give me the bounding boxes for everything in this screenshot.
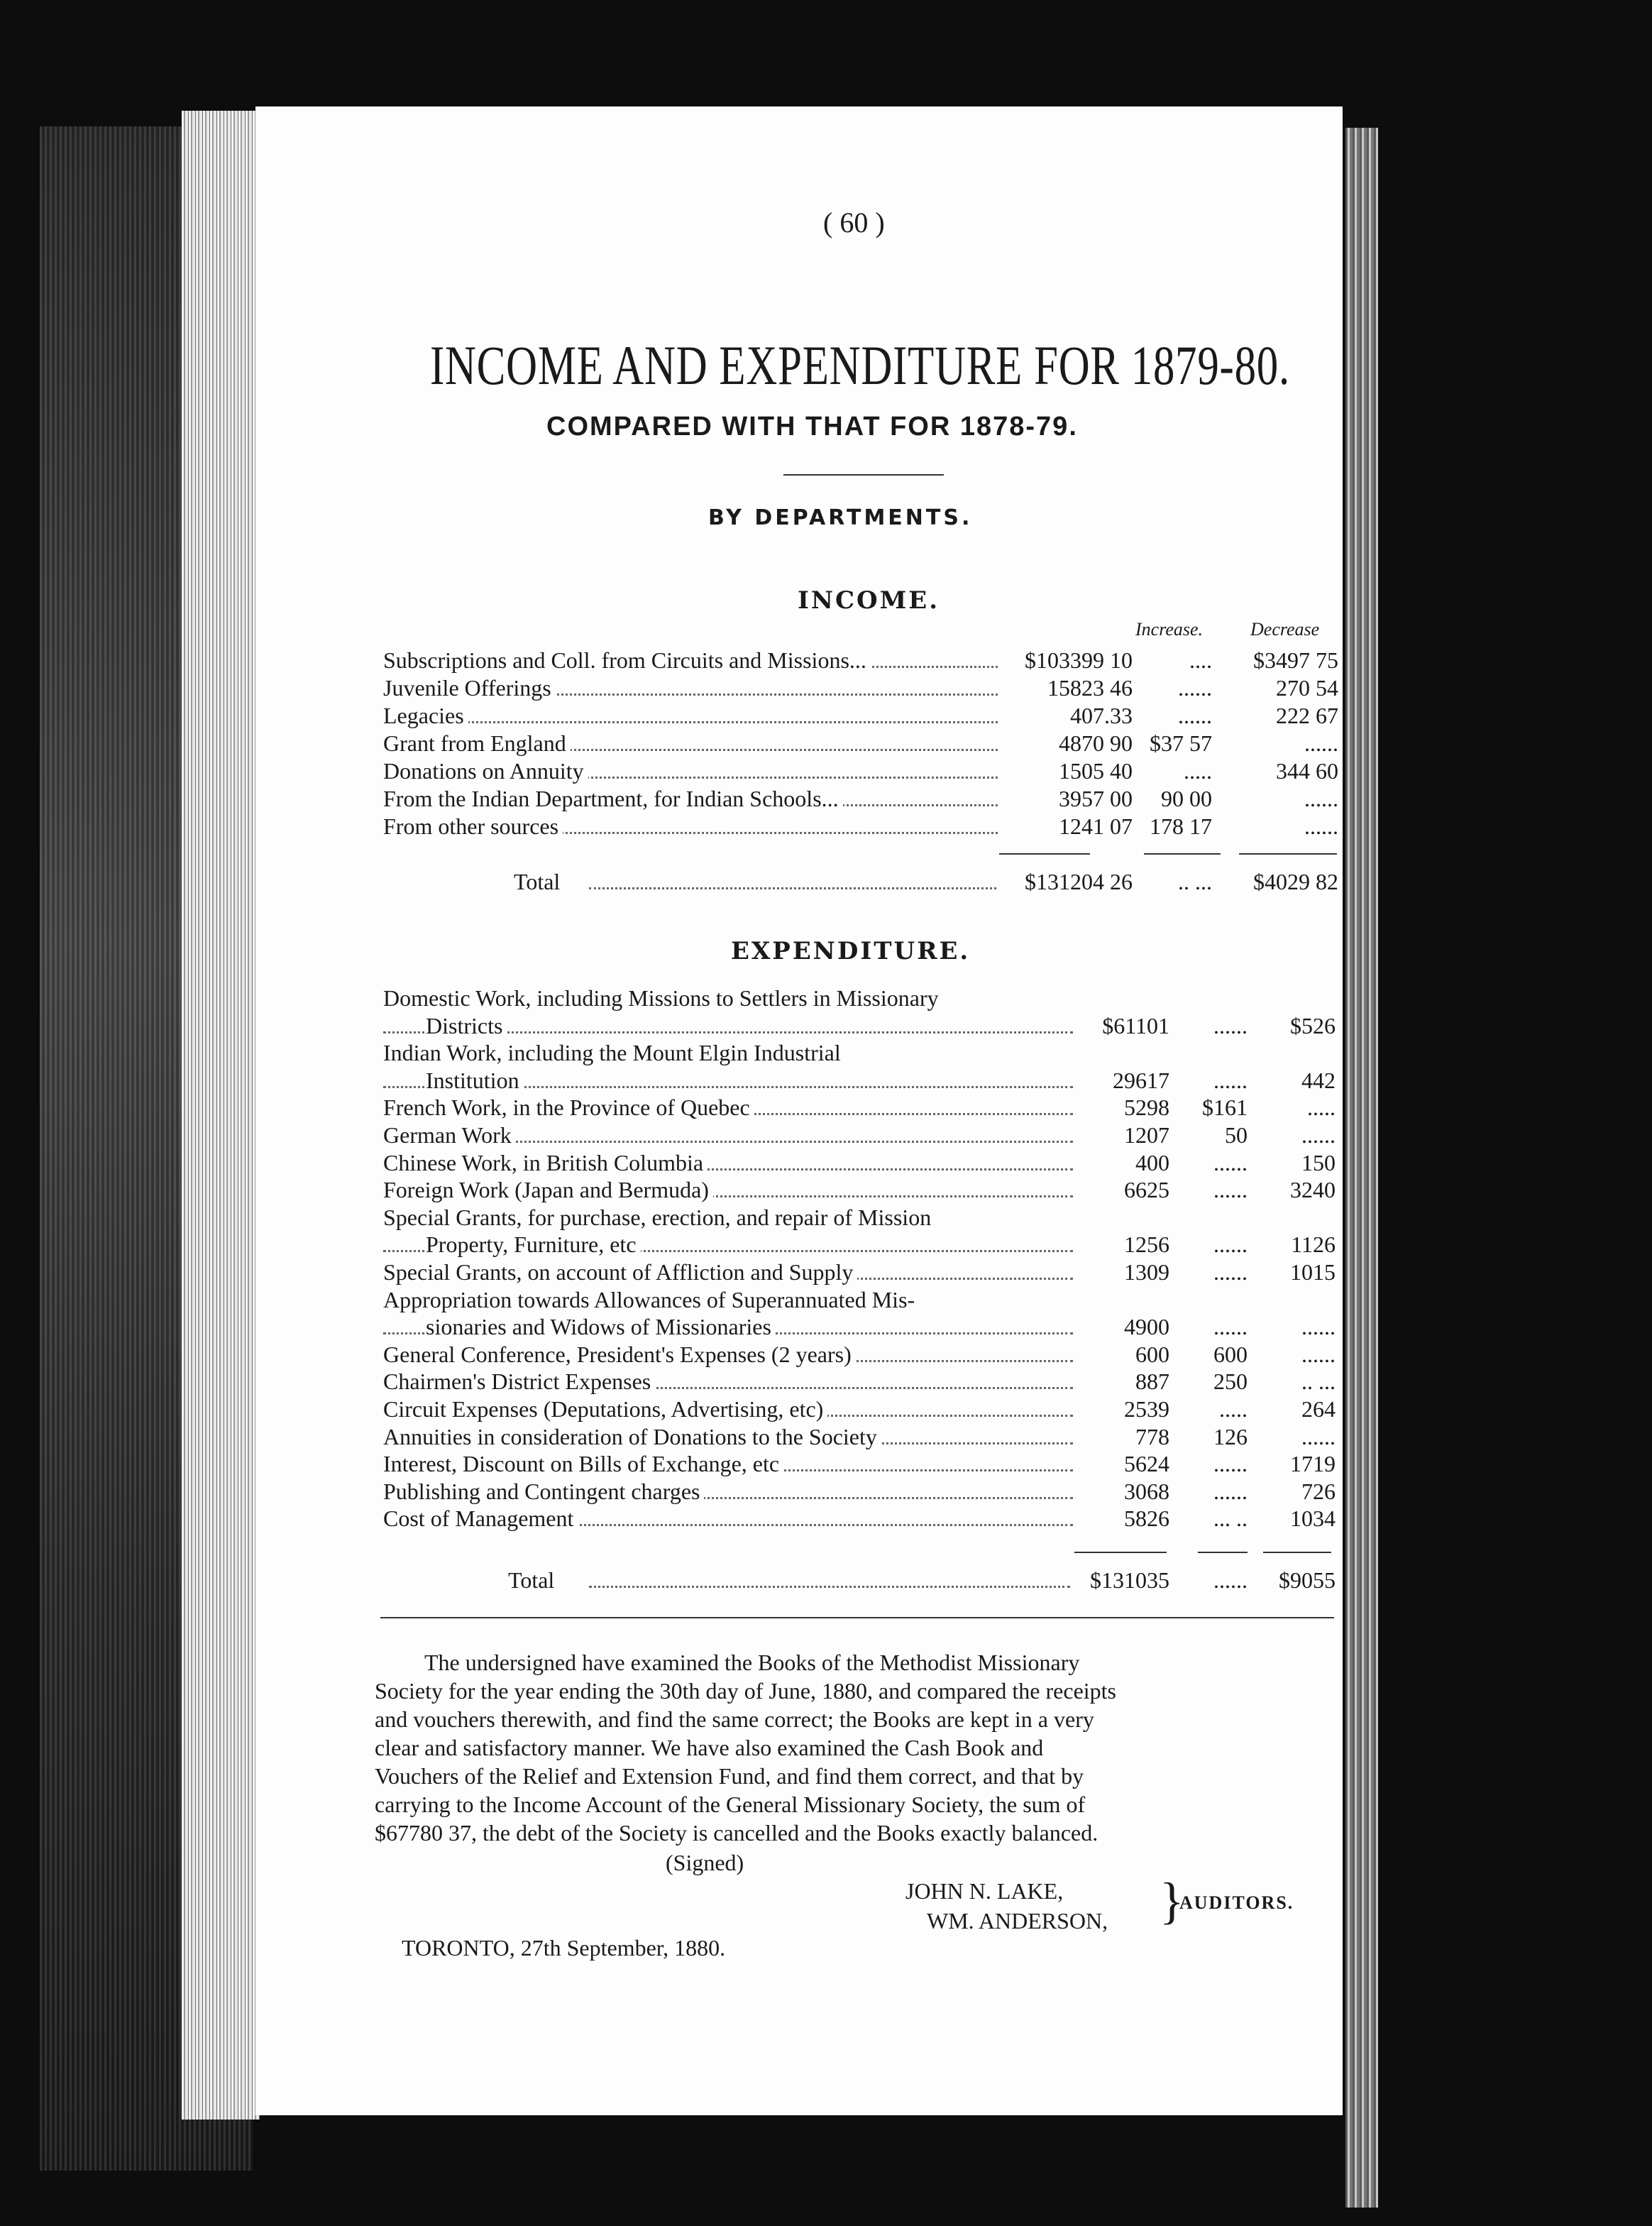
exp-total-rule-amount	[1074, 1552, 1167, 1553]
row-amount: $103399 10	[1025, 647, 1133, 673]
row-decrease: ......	[1301, 1341, 1336, 1367]
income-heading: INCOME.	[798, 586, 940, 615]
brace-icon: }	[1160, 1873, 1184, 1929]
row-amount: 1309	[1124, 1259, 1169, 1285]
row-label: Grant from England	[383, 729, 571, 757]
row-increase: ......	[1213, 1451, 1248, 1477]
row-label: Cost of Management	[383, 1504, 578, 1533]
row-label: Domestic Work, including Missions to Settlers in Missionary	[383, 985, 939, 1011]
dot-leader	[589, 1566, 1070, 1588]
section-divider	[380, 1617, 1334, 1618]
total-label: Total	[508, 1567, 555, 1593]
row-decrease: ......	[1304, 730, 1338, 756]
auditor-name-1: JOHN N. LAKE,	[905, 1878, 1064, 1904]
row-label: General Conference, President's Expenses (2 years)	[383, 1340, 856, 1369]
row-decrease: 3240	[1290, 1177, 1336, 1203]
expenditure-heading: EXPENDITURE.	[731, 937, 971, 965]
row-decrease: ......	[1301, 1423, 1336, 1449]
row-label: sionaries and Widows of Missionaries	[426, 1312, 776, 1341]
place-and-date: TORONTO, 27th September, 1880.	[402, 1935, 726, 1961]
row-increase: ....	[1189, 647, 1212, 673]
auditors-label: AUDITORS.	[1179, 1892, 1294, 1913]
row-label: Special Grants, for purchase, erection, and repair of Mission	[383, 1204, 932, 1230]
row-increase: 90 00	[1161, 786, 1212, 811]
row-decrease: 344 60	[1276, 758, 1338, 784]
row-increase: 50	[1225, 1122, 1248, 1148]
row-decrease: 1034	[1290, 1506, 1336, 1532]
row-decrease: .....	[1307, 1095, 1336, 1121]
row-amount: 1207	[1124, 1122, 1169, 1148]
total-amount: $131035	[1090, 1567, 1169, 1593]
row-label: Chinese Work, in British Columbia	[383, 1148, 707, 1177]
certificate-line: and vouchers therewith, and find the same correct; the Books are kept in a very	[375, 1706, 1094, 1732]
row-amount: 6625	[1124, 1177, 1169, 1203]
certificate-line: clear and satisfactory manner. We have also examined the Cash Book and	[375, 1735, 1044, 1760]
row-amount: 3068	[1124, 1478, 1169, 1504]
row-decrease: 1719	[1290, 1451, 1336, 1477]
col-decrease-header: Decrease	[1250, 619, 1320, 640]
row-decrease: ......	[1304, 813, 1338, 839]
row-label: Interest, Discount on Bills of Exchange, etc	[383, 1449, 783, 1478]
certificate-line: Vouchers of the Relief and Extension Fund, and find them correct, and that by	[375, 1763, 1084, 1789]
row-amount: 5826	[1124, 1506, 1169, 1532]
row-amount: 778	[1135, 1423, 1169, 1449]
row-increase: $37 57	[1150, 730, 1212, 756]
row-decrease: 1015	[1290, 1259, 1336, 1285]
row-label: Property, Furniture, etc	[426, 1230, 641, 1259]
row-increase: 126	[1213, 1423, 1248, 1449]
row-label: French Work, in the Province of Quebec	[383, 1093, 754, 1122]
row-decrease: $3497 75	[1253, 647, 1338, 673]
row-label: From the Indian Department, for Indian Schools...	[383, 784, 843, 813]
row-label: Juvenile Offerings	[383, 674, 556, 702]
row-increase: ......	[1213, 1478, 1248, 1504]
income-total-rule-increase	[1144, 853, 1221, 855]
row-label: Publishing and Contingent charges	[383, 1477, 704, 1506]
row-amount: 2539	[1124, 1396, 1169, 1422]
row-amount: 4870 90	[1059, 730, 1133, 756]
row-label: Circuit Expenses (Deputations, Advertising, etc)	[383, 1395, 827, 1423]
row-amount: 1256	[1124, 1232, 1169, 1258]
row-increase: $161	[1202, 1095, 1248, 1121]
row-amount: 407.33	[1070, 703, 1133, 728]
row-increase: ... ..	[1213, 1506, 1248, 1532]
row-increase: ......	[1213, 1177, 1248, 1203]
row-increase: 250	[1213, 1369, 1248, 1395]
row-amount: 400	[1135, 1149, 1169, 1175]
row-decrease: 264	[1301, 1396, 1336, 1422]
section-label-departments: BY DEPARTMENTS.	[708, 505, 973, 530]
row-label: From other sources	[383, 812, 563, 840]
total-amount: $131204 26	[1025, 869, 1133, 894]
col-increase-header: Increase.	[1135, 619, 1204, 640]
row-amount: 3957 00	[1059, 786, 1133, 811]
row-increase: ......	[1213, 1259, 1248, 1285]
exp-total-rule-increase	[1198, 1552, 1248, 1553]
row-label: Annuities in consideration of Donations to the Society	[383, 1422, 881, 1451]
total-increase: .. ...	[1178, 869, 1212, 894]
row-decrease: .. ...	[1301, 1369, 1336, 1395]
row-label: Districts	[426, 1011, 507, 1040]
dot-leader	[383, 701, 998, 723]
row-decrease: 726	[1301, 1478, 1336, 1504]
row-amount: 1241 07	[1059, 813, 1133, 839]
total-decrease: $4029 82	[1253, 869, 1338, 894]
certificate-line: $67780 37, the debt of the Society is cancelled and the Books exactly balanced.	[375, 1820, 1098, 1846]
page-subtitle: COMPARED WITH THAT FOR 1878-79.	[546, 412, 1078, 442]
income-total-rule-decrease	[1239, 853, 1337, 855]
row-increase: .....	[1184, 758, 1212, 784]
row-increase: ......	[1178, 675, 1212, 701]
row-amount: $61101	[1102, 1012, 1169, 1038]
row-label: Institution	[426, 1066, 524, 1095]
row-increase: 600	[1213, 1341, 1248, 1367]
row-decrease: 270 54	[1276, 675, 1338, 701]
row-amount: 600	[1135, 1341, 1169, 1367]
row-increase: ......	[1213, 1314, 1248, 1340]
right-page-edge	[1345, 128, 1378, 2208]
row-amount: 1505 40	[1059, 758, 1133, 784]
row-amount: 4900	[1124, 1314, 1169, 1340]
row-decrease: ......	[1304, 786, 1338, 811]
signed-label: (Signed)	[666, 1850, 744, 1875]
auditors-certificate	[375, 1648, 1340, 1847]
row-label: Appropriation towards Allowances of Superannuated Mis-	[383, 1286, 915, 1312]
row-decrease: 1126	[1291, 1232, 1336, 1258]
row-increase: ......	[1213, 1149, 1248, 1175]
row-amount: 887	[1135, 1369, 1169, 1395]
row-label: Subscriptions and Coll. from Circuits and Missions...	[383, 646, 871, 674]
row-label: Indian Work, including the Mount Elgin Industrial	[383, 1040, 841, 1066]
row-amount: 15823 46	[1047, 675, 1133, 701]
row-increase: ......	[1178, 703, 1212, 728]
row-label: German Work	[383, 1121, 516, 1149]
certificate-line: The undersigned have examined the Books of the Methodist Missionary	[424, 1650, 1080, 1675]
row-label: Legacies	[383, 701, 468, 730]
row-label: Chairmen's District Expenses	[383, 1367, 655, 1396]
row-label: Foreign Work (Japan and Bermuda)	[383, 1175, 713, 1204]
row-increase: ......	[1213, 1067, 1248, 1093]
divider	[783, 474, 944, 476]
total-decrease: $9055	[1279, 1567, 1336, 1593]
row-increase: .....	[1219, 1396, 1248, 1422]
row-increase: ......	[1213, 1232, 1248, 1258]
total-label: Total	[514, 869, 561, 894]
row-label: Special Grants, on account of Affliction and Supply	[383, 1258, 857, 1286]
row-label: Donations on Annuity	[383, 757, 588, 785]
row-decrease: 442	[1301, 1067, 1336, 1093]
total-increase: ......	[1213, 1567, 1248, 1593]
exp-total-rule-decrease	[1263, 1552, 1331, 1553]
auditor-name-2: WM. ANDERSON,	[927, 1908, 1108, 1934]
row-amount: 5298	[1124, 1095, 1169, 1121]
row-amount: 5624	[1124, 1451, 1169, 1477]
dot-leader	[589, 867, 996, 889]
page-stack-edge	[182, 111, 260, 2120]
income-total-rule-amount	[999, 853, 1090, 855]
row-amount: 29617	[1113, 1067, 1169, 1093]
row-decrease: 222 67	[1276, 703, 1338, 728]
page-number: ( 60 )	[823, 207, 885, 238]
row-decrease: ......	[1301, 1314, 1336, 1340]
row-increase: 178 17	[1150, 813, 1212, 839]
row-decrease: $526	[1290, 1012, 1336, 1038]
page-title: INCOME AND EXPENDITURE FOR 1879-80.	[430, 334, 1290, 396]
certificate-line: Society for the year ending the 30th day of June, 1880, and compared the receipts	[375, 1678, 1116, 1704]
certificate-line: carrying to the Income Account of the General Missionary Society, the sum of	[375, 1792, 1086, 1817]
row-increase: ......	[1213, 1012, 1248, 1038]
row-decrease: 150	[1301, 1149, 1336, 1175]
row-decrease: ......	[1301, 1122, 1336, 1148]
